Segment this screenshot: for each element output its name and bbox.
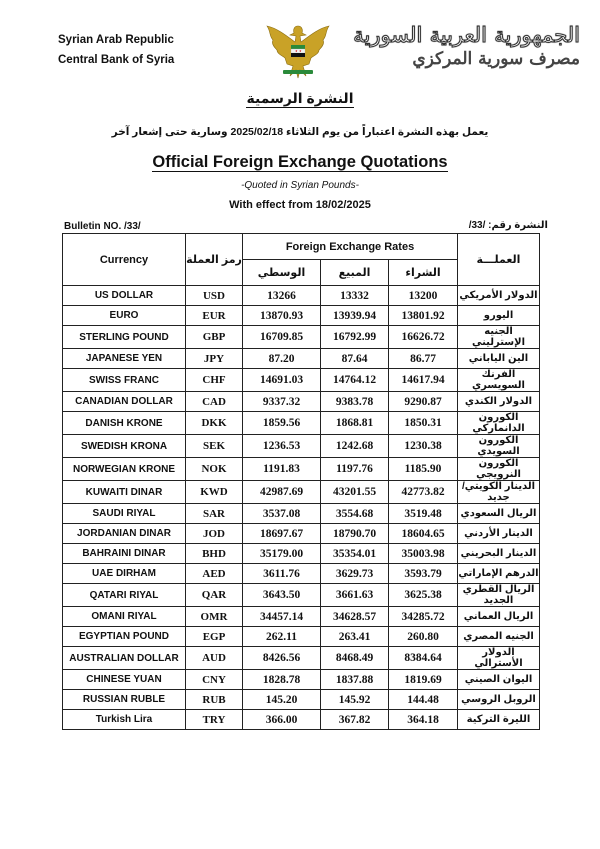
table-row bbox=[63, 306, 540, 326]
currency-name-cell: EGYPTIAN POUND bbox=[63, 627, 186, 647]
currency-code-cell: QAR bbox=[186, 584, 243, 607]
page-title: Official Foreign Exchange Quotations bbox=[152, 153, 448, 171]
table-row bbox=[63, 286, 540, 306]
currency-code-cell: CNY bbox=[186, 670, 243, 690]
header-currency: Currency bbox=[63, 234, 186, 286]
country-name: Syrian Arab Republic bbox=[58, 34, 174, 46]
header-buy: الشراء bbox=[389, 260, 458, 286]
currency-name-cell: OMANI RIYAL bbox=[63, 607, 186, 627]
table-row bbox=[63, 627, 540, 647]
table-row bbox=[63, 607, 540, 627]
currency-name-cell: EURO bbox=[63, 306, 186, 326]
currency-code-cell: JPY bbox=[186, 349, 243, 369]
mid-rate-cell: 366.00 bbox=[243, 710, 321, 730]
sell-rate-cell: 16792.99 bbox=[321, 326, 389, 349]
table-row bbox=[63, 349, 540, 369]
table-row bbox=[63, 584, 540, 607]
currency-name-arabic-cell: الريال السعودي bbox=[458, 504, 540, 524]
buy-rate-cell: 18604.65 bbox=[389, 524, 458, 544]
currency-name-arabic-cell: الدولار الأسترالي bbox=[458, 647, 540, 670]
currency-name-arabic-cell: اليوان الصيني bbox=[458, 670, 540, 690]
currency-name-cell: Turkish Lira bbox=[63, 710, 186, 730]
currency-code-cell: CAD bbox=[186, 392, 243, 412]
buy-rate-cell: 13801.92 bbox=[389, 306, 458, 326]
sell-rate-cell: 43201.55 bbox=[321, 481, 389, 504]
currency-name-cell: UAE DIRHAM bbox=[63, 564, 186, 584]
currency-name-cell: CANADIAN DOLLAR bbox=[63, 392, 186, 412]
sell-rate-cell: 1837.88 bbox=[321, 670, 389, 690]
table-row bbox=[63, 564, 540, 584]
buy-rate-cell: 144.48 bbox=[389, 690, 458, 710]
buy-rate-cell: 1230.38 bbox=[389, 435, 458, 458]
buy-rate-cell: 3593.79 bbox=[389, 564, 458, 584]
quoted-currency-note: -Quoted in Syrian Pounds- bbox=[241, 180, 359, 191]
buy-rate-cell: 14617.94 bbox=[389, 369, 458, 392]
currency-name-arabic-cell: اليورو bbox=[458, 306, 540, 326]
effective-date-arabic: يعمل بهذه النشرة اعتباراً من يوم الثلاثاء 2025/02/18 وسارية حتى إشعار آخر bbox=[111, 126, 489, 138]
mid-rate-cell: 34457.14 bbox=[243, 607, 321, 627]
sell-rate-cell: 13332 bbox=[321, 286, 389, 306]
sell-rate-cell: 34628.57 bbox=[321, 607, 389, 627]
table-row bbox=[63, 458, 540, 481]
table-row bbox=[63, 524, 540, 544]
currency-code-cell: DKK bbox=[186, 412, 243, 435]
currency-code-cell: CHF bbox=[186, 369, 243, 392]
bulletin-number: Bulletin NO. /33/ bbox=[64, 221, 141, 232]
buy-rate-cell: 8384.64 bbox=[389, 647, 458, 670]
currency-name-cell: QATARI RIYAL bbox=[63, 584, 186, 607]
currency-name-arabic-cell: الجنيه الإسترليني bbox=[458, 326, 540, 349]
buy-rate-cell: 1819.69 bbox=[389, 670, 458, 690]
currency-name-arabic-cell: الفرنك السويسري bbox=[458, 369, 540, 392]
sell-rate-cell: 13939.94 bbox=[321, 306, 389, 326]
buy-rate-cell: 9290.87 bbox=[389, 392, 458, 412]
currency-code-cell: AUD bbox=[186, 647, 243, 670]
currency-name-arabic-cell: الدينار الكويتي/ جديد bbox=[458, 481, 540, 504]
currency-name-arabic-cell: الين الياباني bbox=[458, 349, 540, 369]
table-row bbox=[63, 670, 540, 690]
buy-rate-cell: 34285.72 bbox=[389, 607, 458, 627]
currency-code-cell: GBP bbox=[186, 326, 243, 349]
currency-name-cell: NORWEGIAN KRONE bbox=[63, 458, 186, 481]
currency-code-cell: SEK bbox=[186, 435, 243, 458]
sell-rate-cell: 8468.49 bbox=[321, 647, 389, 670]
mid-rate-cell: 262.11 bbox=[243, 627, 321, 647]
mid-rate-cell: 13266 bbox=[243, 286, 321, 306]
bulletin-number-arabic: النشرة رقم: /33/ bbox=[468, 220, 548, 231]
mid-rate-cell: 1191.83 bbox=[243, 458, 321, 481]
table-row bbox=[63, 435, 540, 458]
sell-rate-cell: 3554.68 bbox=[321, 504, 389, 524]
currency-name-arabic-cell: الليرة التركية bbox=[458, 710, 540, 730]
svg-text:★: ★ bbox=[299, 49, 302, 53]
sell-rate-cell: 145.92 bbox=[321, 690, 389, 710]
table-row bbox=[63, 647, 540, 670]
buy-rate-cell: 3519.48 bbox=[389, 504, 458, 524]
mid-rate-cell: 14691.03 bbox=[243, 369, 321, 392]
currency-code-cell: NOK bbox=[186, 458, 243, 481]
currency-code-cell: EUR bbox=[186, 306, 243, 326]
currency-name-cell: SWEDISH KRONA bbox=[63, 435, 186, 458]
currency-name-cell: US DOLLAR bbox=[63, 286, 186, 306]
buy-rate-cell: 3625.38 bbox=[389, 584, 458, 607]
mid-rate-cell: 16709.85 bbox=[243, 326, 321, 349]
currency-code-cell: JOD bbox=[186, 524, 243, 544]
currency-name-arabic-cell: الدولار الكندي bbox=[458, 392, 540, 412]
effective-date: With effect from 18/02/2025 bbox=[229, 199, 371, 211]
currency-name-cell: STERLING POUND bbox=[63, 326, 186, 349]
currency-name-cell: DANISH KRONE bbox=[63, 412, 186, 435]
buy-rate-cell: 1185.90 bbox=[389, 458, 458, 481]
mid-rate-cell: 1828.78 bbox=[243, 670, 321, 690]
sell-rate-cell: 87.64 bbox=[321, 349, 389, 369]
currency-name-cell: SAUDI RIYAL bbox=[63, 504, 186, 524]
mid-rate-cell: 8426.56 bbox=[243, 647, 321, 670]
header-sell: المبيع bbox=[321, 260, 389, 286]
buy-rate-cell: 364.18 bbox=[389, 710, 458, 730]
currency-name-arabic-cell: الريال العماني bbox=[458, 607, 540, 627]
currency-name-arabic-cell: الجنيه المصري bbox=[458, 627, 540, 647]
header-currency-arabic: العملـــة bbox=[458, 234, 540, 286]
sell-rate-cell: 1242.68 bbox=[321, 435, 389, 458]
sell-rate-cell: 1197.76 bbox=[321, 458, 389, 481]
table-row bbox=[63, 481, 540, 504]
currency-name-arabic-cell: الكورون الدانماركي bbox=[458, 412, 540, 435]
currency-name-arabic-cell: الدينار البحريني bbox=[458, 544, 540, 564]
svg-text:★: ★ bbox=[295, 49, 298, 53]
currency-name-arabic-cell: الدينار الأردني bbox=[458, 524, 540, 544]
sell-rate-cell: 9383.78 bbox=[321, 392, 389, 412]
currency-name-cell: AUSTRALIAN DOLLAR bbox=[63, 647, 186, 670]
mid-rate-cell: 13870.93 bbox=[243, 306, 321, 326]
table-row bbox=[63, 412, 540, 435]
mid-rate-cell: 3643.50 bbox=[243, 584, 321, 607]
country-name-arabic: الجمهورية العربية السورية bbox=[353, 22, 580, 47]
bank-name-arabic bbox=[353, 22, 580, 69]
mid-rate-cell: 35179.00 bbox=[243, 544, 321, 564]
sell-rate-cell: 14764.12 bbox=[321, 369, 389, 392]
currency-name-cell: RUSSIAN RUBLE bbox=[63, 690, 186, 710]
sell-rate-cell: 1868.81 bbox=[321, 412, 389, 435]
currency-code-cell: TRY bbox=[186, 710, 243, 730]
currency-code-cell: KWD bbox=[186, 481, 243, 504]
sell-rate-cell: 18790.70 bbox=[321, 524, 389, 544]
header-mid: الوسطي bbox=[243, 260, 321, 286]
exchange-rates-table bbox=[62, 233, 540, 730]
mid-rate-cell: 9337.32 bbox=[243, 392, 321, 412]
mid-rate-cell: 145.20 bbox=[243, 690, 321, 710]
buy-rate-cell: 13200 bbox=[389, 286, 458, 306]
mid-rate-cell: 1859.56 bbox=[243, 412, 321, 435]
table-row bbox=[63, 710, 540, 730]
table-row bbox=[63, 504, 540, 524]
buy-rate-cell: 86.77 bbox=[389, 349, 458, 369]
currency-code-cell: RUB bbox=[186, 690, 243, 710]
currency-name-arabic-cell: الدرهم الإماراتي bbox=[458, 564, 540, 584]
table-row bbox=[63, 369, 540, 392]
sell-rate-cell: 3661.63 bbox=[321, 584, 389, 607]
sell-rate-cell: 35354.01 bbox=[321, 544, 389, 564]
currency-name-cell: CHINESE YUAN bbox=[63, 670, 186, 690]
mid-rate-cell: 87.20 bbox=[243, 349, 321, 369]
mid-rate-cell: 3611.76 bbox=[243, 564, 321, 584]
title-arabic: النشرة الرسمية bbox=[246, 90, 354, 106]
buy-rate-cell: 260.80 bbox=[389, 627, 458, 647]
currency-code-cell: EGP bbox=[186, 627, 243, 647]
sell-rate-cell: 367.82 bbox=[321, 710, 389, 730]
table-row bbox=[63, 544, 540, 564]
sell-rate-cell: 3629.73 bbox=[321, 564, 389, 584]
currency-code-cell: AED bbox=[186, 564, 243, 584]
mid-rate-cell: 18697.67 bbox=[243, 524, 321, 544]
bank-name: Central Bank of Syria bbox=[58, 54, 175, 66]
currency-name-cell: SWISS FRANC bbox=[63, 369, 186, 392]
currency-code-cell: OMR bbox=[186, 607, 243, 627]
bank-name-arabic-line: مصرف سورية المركزي bbox=[412, 49, 580, 69]
bank-name-english bbox=[58, 30, 174, 70]
header-rates: Foreign Exchange Rates bbox=[243, 234, 458, 260]
mid-rate-cell: 42987.69 bbox=[243, 481, 321, 504]
table-row bbox=[63, 326, 540, 349]
buy-rate-cell: 16626.72 bbox=[389, 326, 458, 349]
currency-code-cell: USD bbox=[186, 286, 243, 306]
table-row bbox=[63, 392, 540, 412]
currency-name-cell: KUWAITI DINAR bbox=[63, 481, 186, 504]
currency-code-cell: BHD bbox=[186, 544, 243, 564]
buy-rate-cell: 1850.31 bbox=[389, 412, 458, 435]
buy-rate-cell: 35003.98 bbox=[389, 544, 458, 564]
mid-rate-cell: 3537.08 bbox=[243, 504, 321, 524]
currency-code-cell: SAR bbox=[186, 504, 243, 524]
currency-name-arabic-cell: الريال القطري الجديد bbox=[458, 584, 540, 607]
header-code-arabic: رمز العملة bbox=[186, 234, 243, 286]
currency-name-cell: BAHRAINI DINAR bbox=[63, 544, 186, 564]
table-row bbox=[63, 690, 540, 710]
currency-name-arabic-cell: الكورون النرويجي bbox=[458, 458, 540, 481]
buy-rate-cell: 42773.82 bbox=[389, 481, 458, 504]
currency-name-arabic-cell: الروبل الروسي bbox=[458, 690, 540, 710]
currency-name-arabic-cell: الدولار الأمريكي bbox=[458, 286, 540, 306]
sell-rate-cell: 263.41 bbox=[321, 627, 389, 647]
currency-name-cell: JAPANESE YEN bbox=[63, 349, 186, 369]
mid-rate-cell: 1236.53 bbox=[243, 435, 321, 458]
currency-name-cell: JORDANIAN DINAR bbox=[63, 524, 186, 544]
eagle-emblem-icon bbox=[263, 20, 333, 82]
currency-name-arabic-cell: الكورون السويدي bbox=[458, 435, 540, 458]
